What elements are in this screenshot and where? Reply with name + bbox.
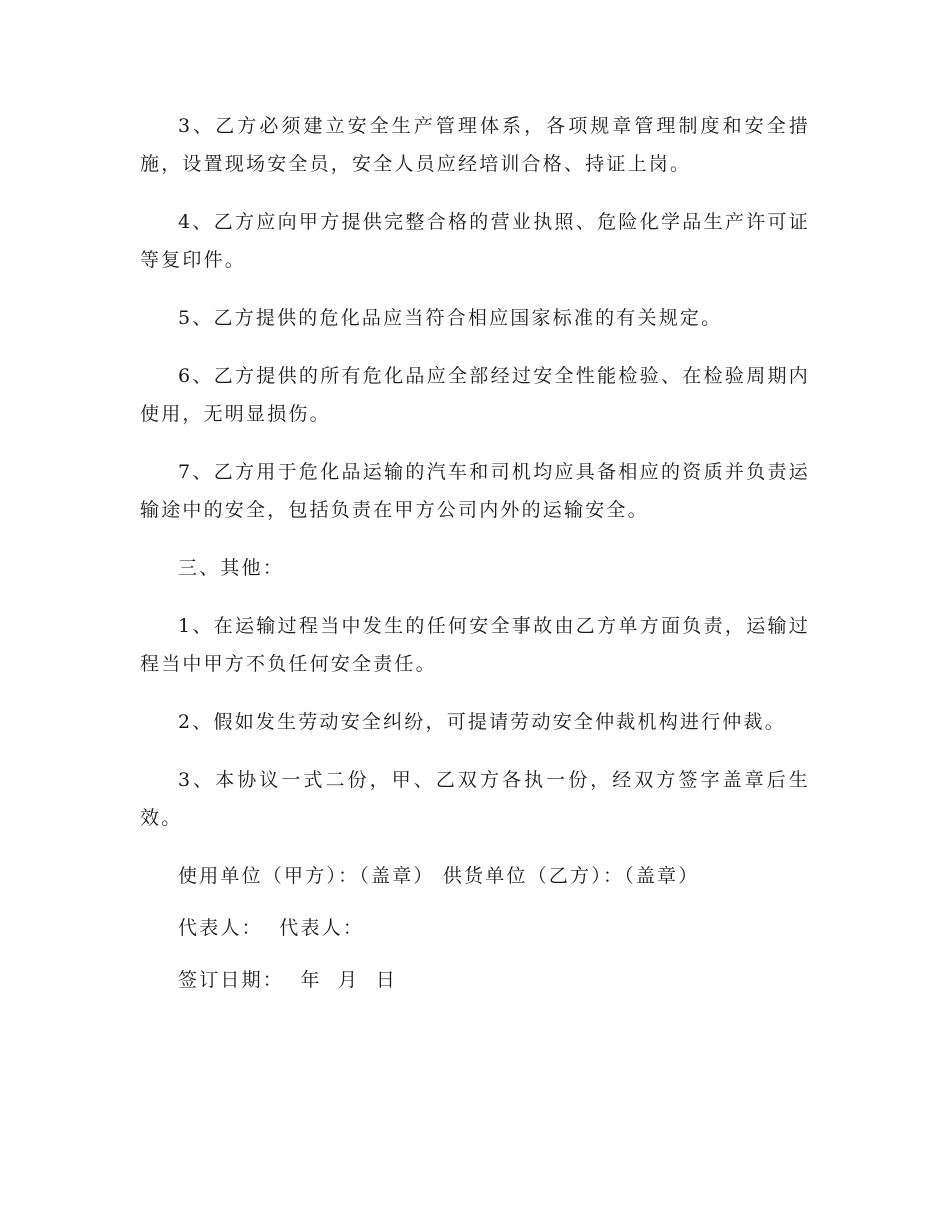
section-heading-other: 三、其他： (178, 557, 285, 579)
clause-3-safety-system: 3、乙方必须建立安全生产管理体系，各项规章管理制度和安全措施，设置现场安全员，安全人员应经培训合格、持证上岗。 (140, 115, 810, 175)
signature-representatives: 代表人： 代表人： (178, 917, 365, 939)
other-clause-1-accident: 1、在运输过程当中发生的任何安全事故由乙方单方面负责，运输过程当中甲方不负任何安全责任。 (140, 615, 810, 675)
clause-5-standards: 5、乙方提供的危化品应当符合相应国家标准的有关规定。 (178, 307, 723, 329)
signature-date: 签订日期： 年 月 日 (178, 969, 398, 991)
document-page (140, 107, 810, 1013)
clause-4-licenses: 4、乙方应向甲方提供完整合格的营业执照、危险化学品生产许可证等复印件。 (140, 211, 810, 271)
other-clause-3-copies: 3、本协议一式二份，甲、乙双方各执一份，经双方签字盖章后生效。 (140, 769, 810, 829)
clause-6-inspection: 6、乙方提供的所有危化品应全部经过安全性能检验、在检验周期内使用，无明显损伤。 (140, 365, 810, 425)
other-clause-2-dispute: 2、假如发生劳动安全纠纷，可提请劳动安全仲裁机构进行仲裁。 (178, 711, 786, 733)
clause-7-transport: 7、乙方用于危化品运输的汽车和司机均应具备相应的资质并负责运输途中的安全，包括负责在甲方公司内外的运输安全。 (140, 461, 810, 521)
signature-units: 使用单位（甲方）：（盖章） 供货单位（乙方）：（盖章） (178, 865, 700, 887)
